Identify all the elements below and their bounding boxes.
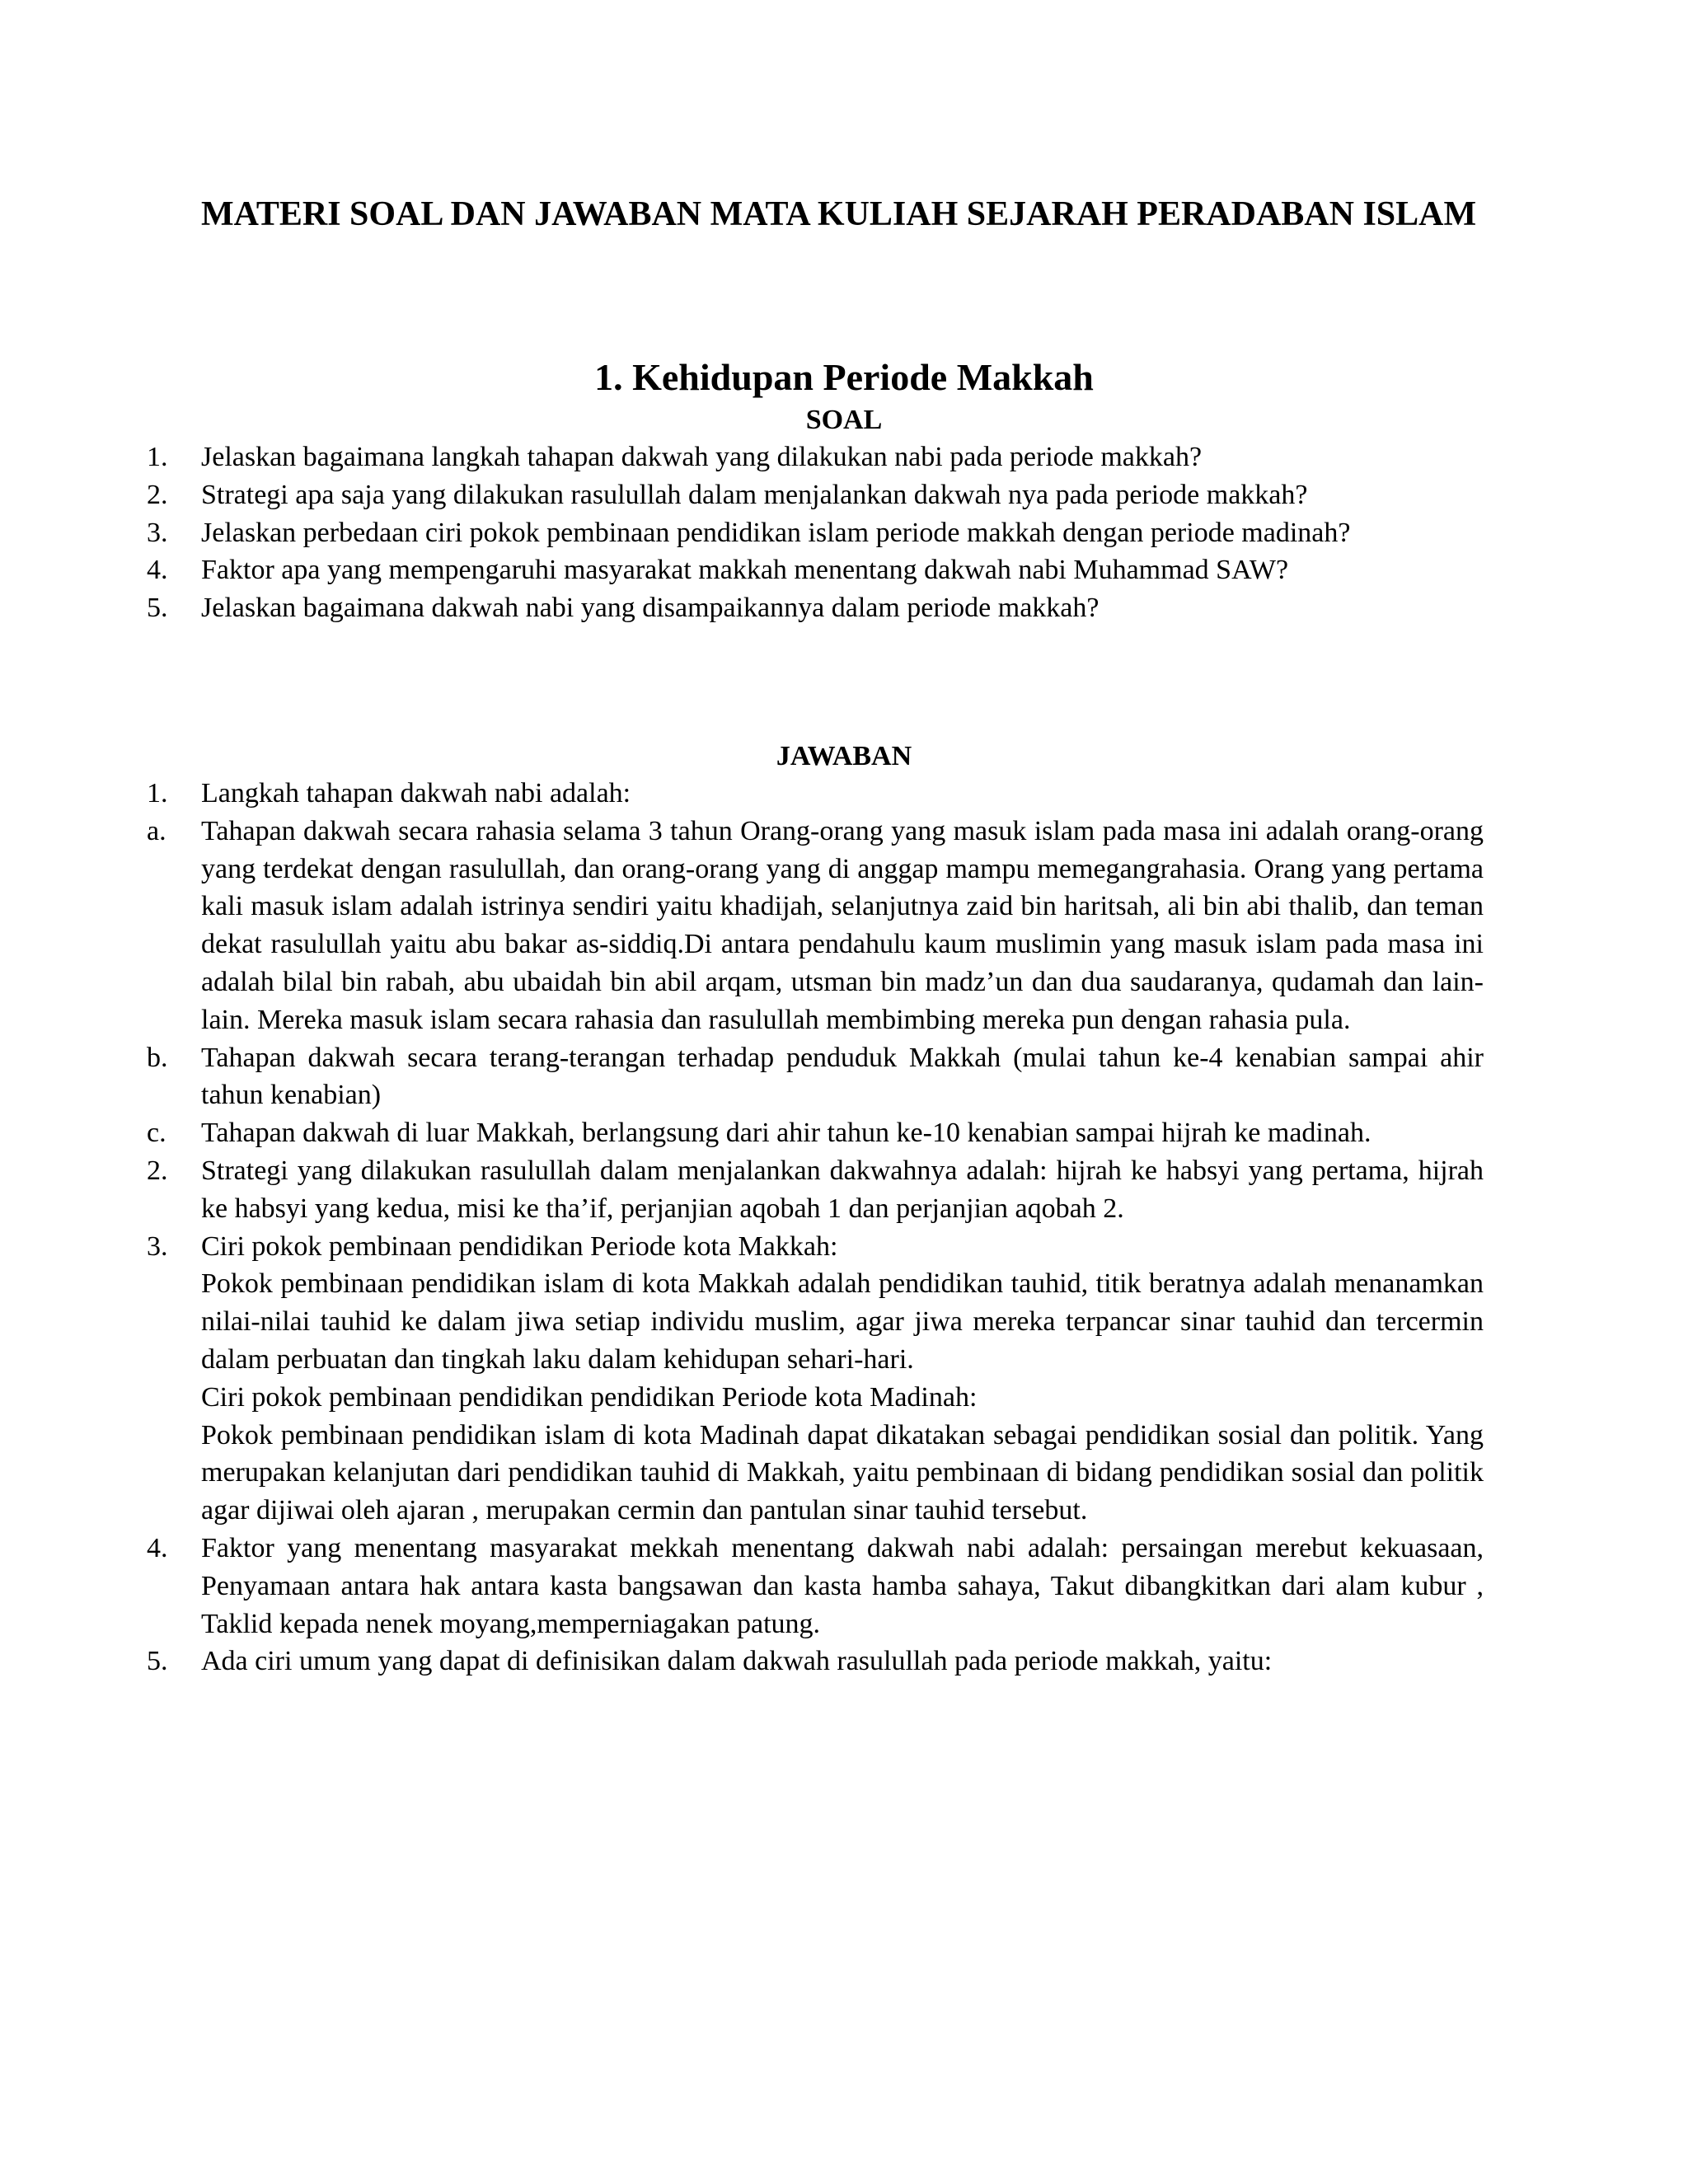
jawaban-heading: JAWABAN: [776, 741, 912, 771]
list-item-text: Langkah tahapan dakwah nabi adalah:: [201, 778, 631, 808]
list-item-text: Ciri pokok pembinaan pendidikan Periode kota Makkah:: [201, 1230, 838, 1262]
list-item: [0, 551, 1688, 589]
list-item: [0, 589, 1688, 627]
list-item-text: Ciri pokok pembinaan pendidikan pendidikan Periode kota Madinah:: [201, 1381, 978, 1413]
list-item: [0, 1530, 1688, 1643]
list-item-continuation: [0, 1379, 1688, 1417]
list-item: [0, 1114, 1688, 1152]
list-marker: b.: [147, 1042, 168, 1073]
list-item-text: Jelaskan perbedaan ciri pokok pembinaan pendidikan islam periode makkah dengan periode madinah?: [201, 517, 1351, 548]
list-marker: 1.: [147, 778, 168, 808]
list-marker: 4.: [147, 555, 168, 586]
jawaban-list: [0, 775, 1688, 1680]
list-marker: 2.: [147, 1155, 168, 1186]
list-item: [0, 813, 1688, 1039]
list-marker: 3.: [147, 1230, 168, 1262]
list-item: [0, 1039, 1688, 1115]
list-marker: 5.: [147, 1646, 168, 1677]
list-marker: 1.: [147, 442, 168, 472]
list-item-text: Tahapan dakwah secara rahasia selama 3 tahun Orang-orang yang masuk islam pada masa ini adalah orang-orang yang terdekat dengan rasulullah, dan orang-orang yang di anggap mampu memegangrahasia. Orang yang pertama kali masuk islam adalah istrinya sendiri yaitu khadijah, selanjutnya zaid bin haritsah, ali bin abi thalib, dan teman dekat rasulullah yaitu abu bakar as-siddiq.Di antara pendahulu kaum muslimin yang masuk islam pada masa ini adalah bilal bin rabah, abu ubaidah bin abil arqam, utsman bin madz’un dan dua saudaranya, qudamah dan lain-lain. Mereka masuk islam secara rahasia dan rasulullah membimbing mereka pun dengan rahasia pula.: [201, 815, 1484, 1035]
list-item-continuation: [0, 1265, 1688, 1378]
list-item-text: Strategi apa saja yang dilakukan rasulullah dalam menjalankan dakwah nya pada periode makkah?: [201, 479, 1308, 510]
list-item-text: Faktor yang menentang masyarakat mekkah menentang dakwah nabi adalah: persaingan merebut kekuasaan, Penyamaan antara hak antara kasta bangsawan dan kasta hamba sahaya, Takut dibangkitkan dari alam kubur , Taklid kepada nenek moyang,memperniagakan patung.: [201, 1532, 1484, 1639]
list-item: [0, 514, 1688, 552]
list-marker: c.: [147, 1118, 166, 1149]
list-item-text: Jelaskan bagaimana langkah tahapan dakwah yang dilakukan nabi pada periode makkah?: [201, 442, 1203, 472]
list-marker: 4.: [147, 1532, 168, 1563]
soal-heading: SOAL: [805, 405, 883, 435]
list-marker: 2.: [147, 479, 168, 510]
list-item-continuation: [0, 1417, 1688, 1530]
section-heading: 1. Kehidupan Periode Makkah: [594, 356, 1094, 398]
soal-list: [0, 438, 1688, 627]
list-item-text: Pokok pembinaan pendidikan islam di kota Makkah adalah pendidikan tauhid, titik beratnya adalah menanamkan nilai-nilai tauhid ke dalam jiwa setiap individu muslim, agar jiwa mereka terpancar sinar tauhid dan tercermin dalam perbuatan dan tingkah laku dalam kehidupan sehari-hari.: [201, 1268, 1484, 1375]
list-item: [0, 1643, 1688, 1680]
list-marker: 5.: [147, 593, 168, 624]
list-item: [0, 775, 1688, 813]
list-item: [0, 1228, 1688, 1266]
list-item-text: Faktor apa yang mempengaruhi masyarakat makkah menentang dakwah nabi Muhammad SAW?: [201, 555, 1289, 586]
list-item: [0, 476, 1688, 514]
list-item-text: Jelaskan bagaimana dakwah nabi yang disampaikannya dalam periode makkah?: [201, 593, 1100, 624]
list-marker: 3.: [147, 517, 168, 548]
list-marker: a.: [147, 815, 166, 846]
list-item-text: Strategi yang dilakukan rasulullah dalam menjalankan dakwahnya adalah: hijrah ke habsyi yang pertama, hijrah ke habsyi yang kedua, misi ke tha’if, perjanjian aqobah 1 dan perjanjian aqobah 2.: [201, 1155, 1484, 1224]
list-item-text: Tahapan dakwah di luar Makkah, berlangsung dari ahir tahun ke-10 kenabian sampai hijrah ke madinah.: [201, 1118, 1372, 1149]
document-title: MATERI SOAL DAN JAWABAN MATA KULIAH SEJARAH PERADABAN ISLAM: [201, 195, 1477, 233]
list-item-text: Pokok pembinaan pendidikan islam di kota Madinah dapat dikatakan sebagai pendidikan sosial dan politik. Yang merupakan kelanjutan dari pendidikan tauhid di Makkah, yaitu pembinaan di bidang pendidikan sosial dan politik agar dijiwai oleh ajaran , merupakan cermin dan pantulan sinar tauhid tersebut.: [201, 1419, 1484, 1526]
list-item-text: Ada ciri umum yang dapat di definisikan dalam dakwah rasulullah pada periode makkah, yaitu:: [201, 1646, 1273, 1677]
list-item-text: Tahapan dakwah secara terang-terangan terhadap penduduk Makkah (mulai tahun ke-4 kenabian sampai ahir tahun kenabian): [201, 1042, 1484, 1111]
list-item: [0, 1152, 1688, 1228]
list-item: [0, 438, 1688, 476]
